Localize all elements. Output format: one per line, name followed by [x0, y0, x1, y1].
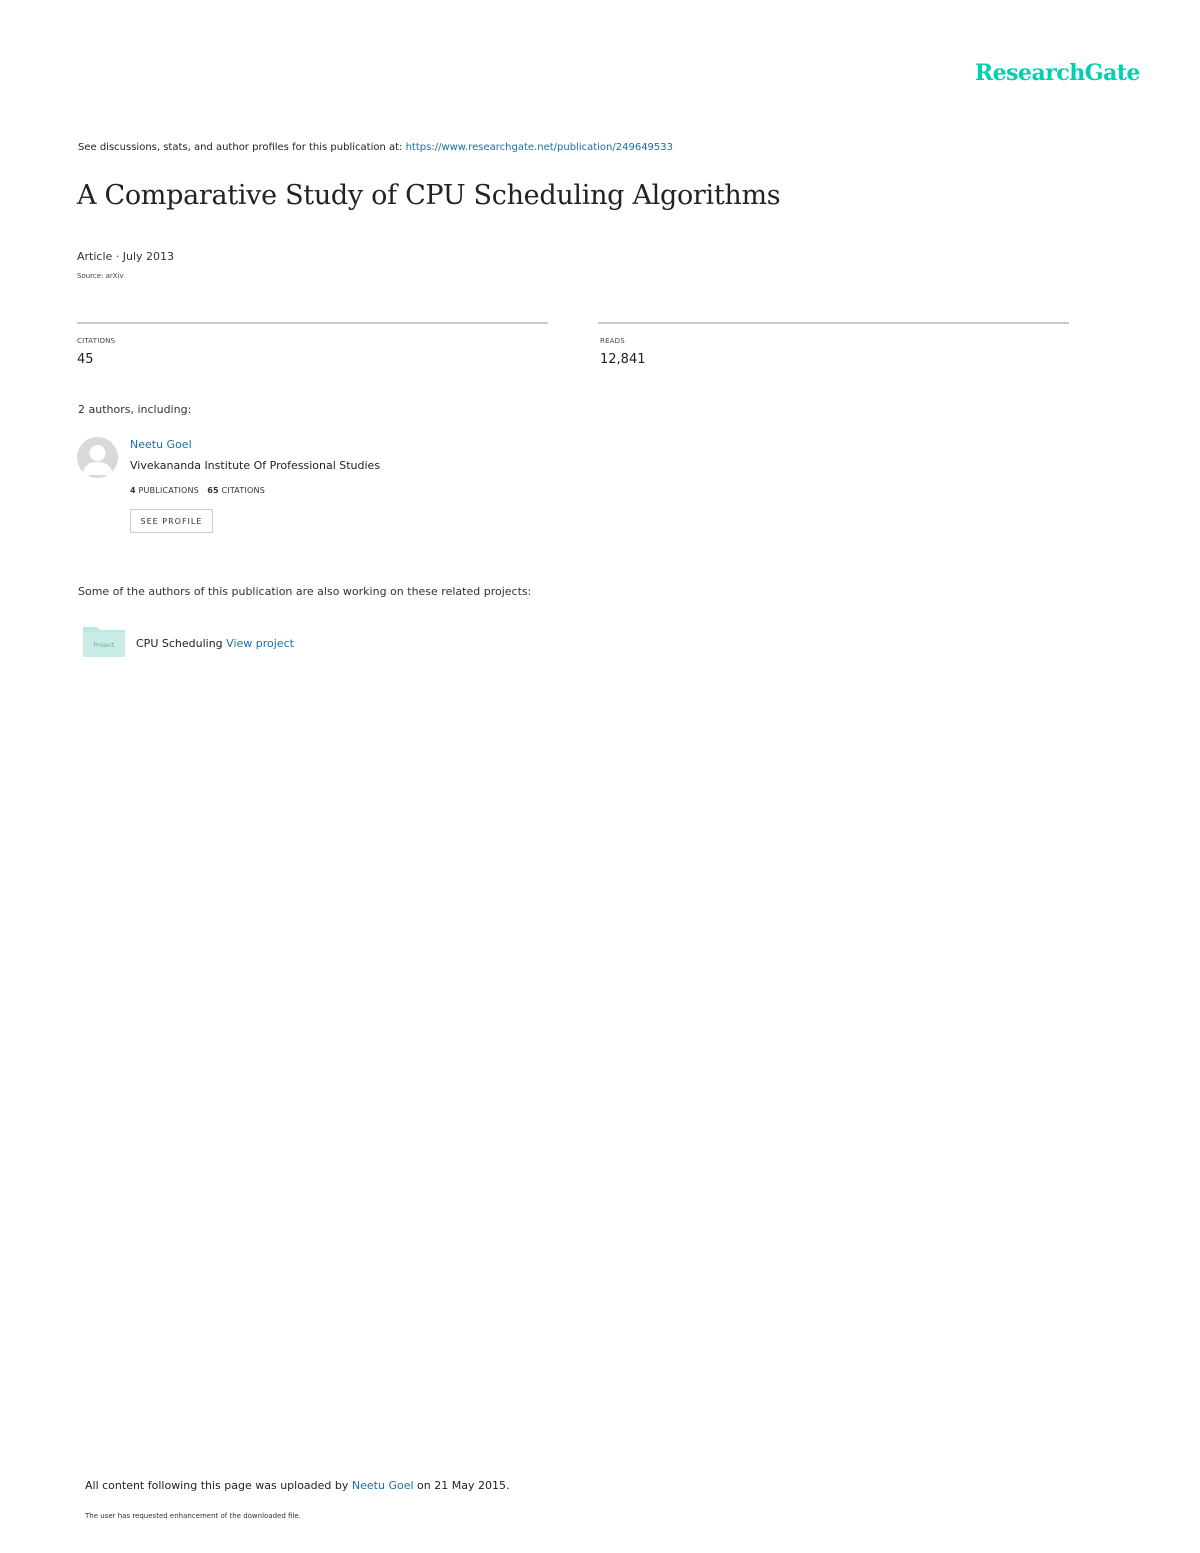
reads-divider [598, 322, 1069, 324]
authors-heading: 2 authors, including: [78, 403, 192, 416]
citations-value: 45 [77, 352, 94, 367]
author-citations-label: CITATIONS [221, 486, 265, 495]
publication-source: Source: arXiv [77, 272, 124, 280]
view-project-link[interactable]: View project [226, 637, 294, 650]
publication-meta: Article · July 2013 [77, 250, 175, 263]
uploaded-line [85, 1479, 509, 1492]
project-line [136, 637, 294, 650]
project-name: CPU Scheduling [136, 637, 223, 650]
author-publications-label: PUBLICATIONS [138, 486, 199, 495]
publication-url-link[interactable]: https://www.researchgate.net/publication/249649533 [405, 142, 674, 153]
author-citations-count: 65 [207, 486, 219, 495]
see-discussions-line [78, 142, 673, 153]
avatar-icon[interactable] [77, 437, 118, 478]
see-profile-button[interactable]: SEE PROFILE [130, 509, 213, 533]
citations-divider [77, 322, 548, 324]
uploader-link[interactable]: Neetu Goel [351, 1479, 414, 1492]
researchgate-logo: ResearchGate [974, 60, 1140, 86]
project-folder-label: Project [93, 642, 115, 649]
author-name-link[interactable]: Neetu Goel [130, 438, 192, 451]
uploaded-prefix: All content following this page was uploaded by [85, 1479, 349, 1492]
download-note: The user has requested enhancement of the downloaded file. [85, 1512, 301, 1520]
publication-title: A Comparative Study of CPU Scheduling Algorithms [77, 180, 781, 211]
citations-label: CITATIONS [77, 337, 116, 345]
reads-value: 12,841 [600, 352, 646, 367]
see-discussions-text: See discussions, stats, and author profiles for this publication at: [78, 142, 403, 153]
reads-label: READS [600, 337, 625, 345]
uploaded-suffix: on 21 May 2015. [417, 1479, 510, 1492]
author-stats [130, 486, 265, 495]
project-folder-icon[interactable] [82, 624, 126, 658]
author-institution: Vivekananda Institute Of Professional Studies [130, 459, 381, 472]
related-projects-heading: Some of the authors of this publication are also working on these related projects: [78, 585, 532, 598]
author-publications-count: 4 [130, 486, 136, 495]
